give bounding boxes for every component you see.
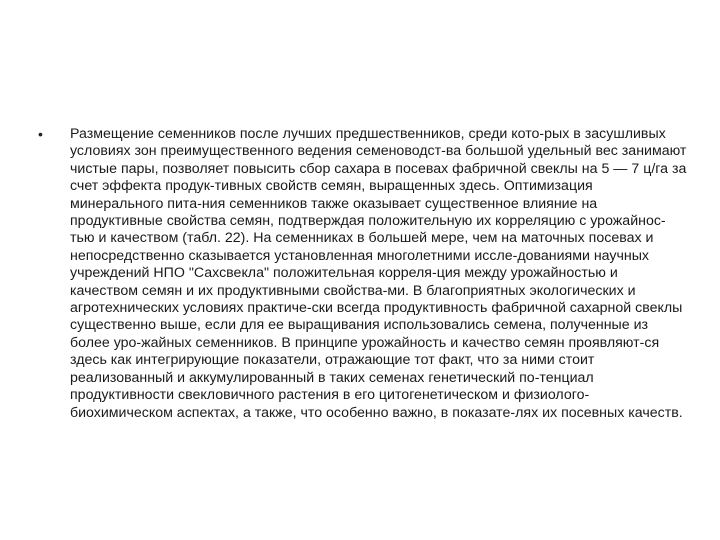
bullet-list	[28, 126, 688, 422]
bullet-item	[28, 126, 688, 422]
bullet-marker: •	[38, 126, 43, 142]
body-paragraph: Размещение семенников после лучших предшественников, среди кото-рых в засушливых условиях зон преимущественного ведения семеноводст-ва большой удельный вес занимают чистые пары, позволяет повысить сбор сахара в посевах фабричной свеклы на 5 — 7 ц/га за счет эффекта продук-тивных свойств семян, выращенных здесь. Оптимизация минерального пита-ния семенников также оказывает существенное влияние на продуктивные свойства семян, подтверждая положительную их корреляцию с урожайнос-тью и качеством (табл. 22). На семенниках в большей мере, чем на маточных посевах и непосредственно сказывается установленная многолетними иссле-дованиями научных учреждений НПО "Сахсвекла" положительная корреля-ция между урожайностью и качеством семян и их продуктивными свойства-ми. В благоприятных экологических и агротехнических условиях практиче-ски всегда продуктивность фабричной сахарной свеклы существенно выше, если для ее выращивания использовались семена, полученные из более уро-жайных семенников. В принципе урожайность и качество семян проявляют-ся здесь как интегрирующие показатели, отражающие тот факт, что за ними стоит реализованный и аккумулированный в таких семенах генетический по-тенциал продуктивности свекловичного растения в его цитогенетическом и физиолого-биохимическом аспектах, а также, что особенно важно, в показате-лях их посевных качеств.	[70, 126, 687, 421]
